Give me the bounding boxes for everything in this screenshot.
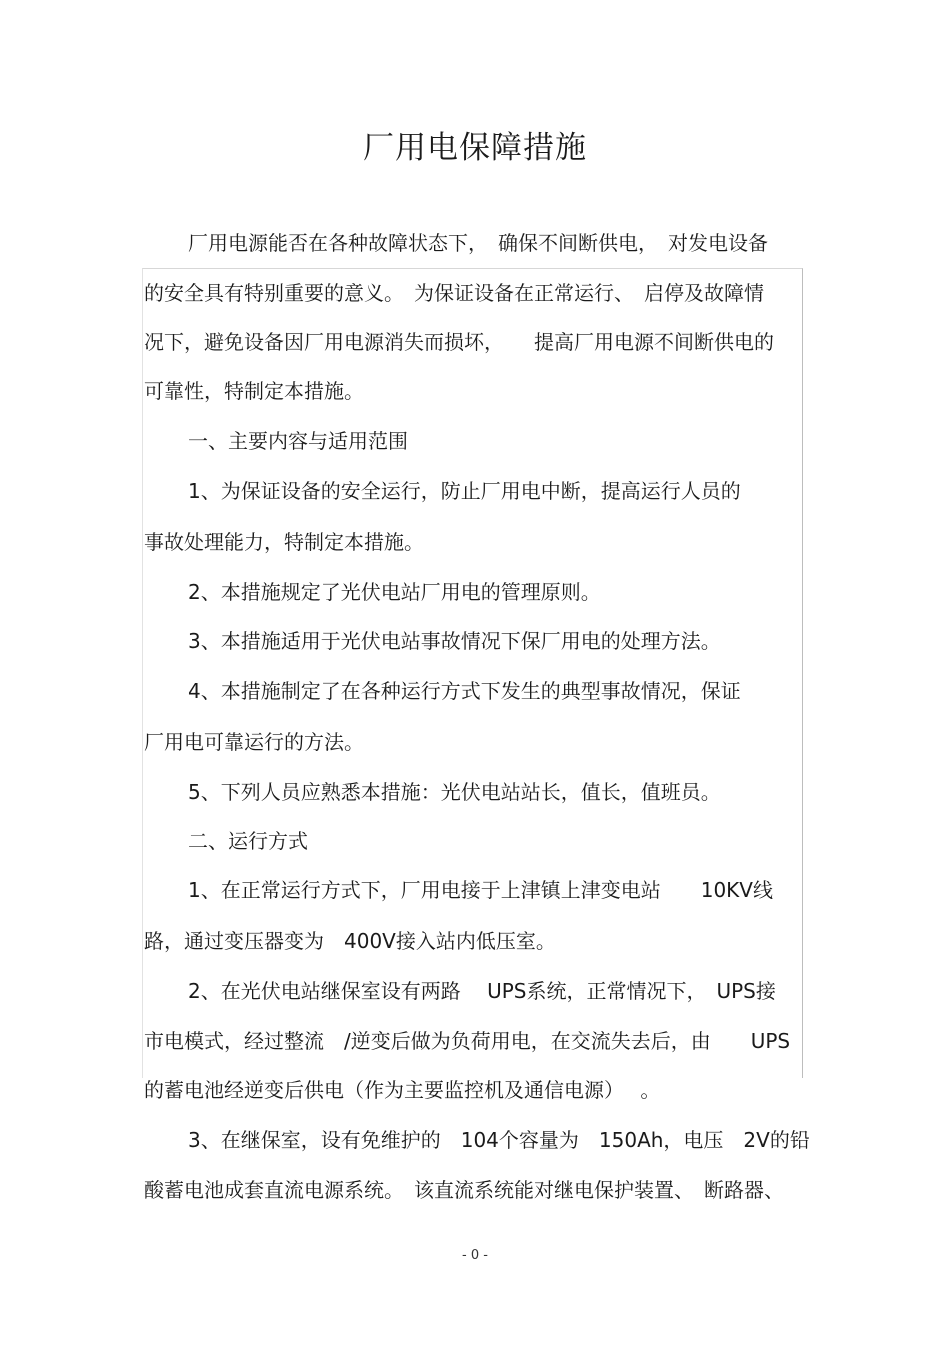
paragraph-line: 可靠性，特制定本措施。 [144,379,364,403]
paragraph-line: 酸蓄电池成套直流电源系统。 该直流系统能对继电保护装置、 断路器、 [144,1178,784,1202]
paragraph-line: 5、下列人员应熟悉本措施：光伏电站站长，值长，值班员。 [188,780,721,804]
paragraph-line: 4、本措施制定了在各种运行方式下发生的典型事故情况，保证 [188,679,741,703]
document-title: 厂用电保障措施 [363,130,587,166]
page-number: - 0 - [462,1248,488,1263]
paragraph-line: 的蓄电池经逆变后供电（作为主要监控机及通信电源） 。 [144,1078,661,1102]
paragraph-line: 厂用电可靠运行的方法。 [144,730,364,754]
paragraph-line: 的安全具有特别重要的意义。 为保证设备在正常运行、 启停及故障情 [144,281,764,305]
section-heading: 二、运行方式 [188,829,308,853]
paragraph-line: 况下，避免设备因厂用电源消失而损坏， 提高厂用电源不间断供电的 [144,330,774,354]
paragraph-line: 事故处理能力，特制定本措施。 [144,530,424,554]
paragraph-line: 路，通过变压器变为 400V接入站内低压室。 [144,929,556,953]
section-heading: 一、主要内容与适用范围 [188,429,408,453]
paragraph-line: 1、在正常运行方式下，厂用电接于上津镇上津变电站 10KV线 [188,878,773,902]
paragraph-line: 市电模式，经过整流 /逆变后做为负荷用电，在交流失去后，由 UPS [144,1029,791,1053]
paragraph-line: 3、本措施适用于光伏电站事故情况下保厂用电的处理方法。 [188,629,721,653]
paragraph-line: 3、在继保室，设有免维护的 104个容量为 150Ah，电压 2V的铅 [188,1128,810,1152]
paragraph-line: 2、在光伏电站继保室设有两路 UPS系统，正常情况下， UPS接 [188,979,776,1003]
paragraph-line: 2、本措施规定了光伏电站厂用电的管理原则。 [188,580,601,604]
paragraph-line: 1、为保证设备的安全运行，防止厂用电中断，提高运行人员的 [188,479,741,503]
paragraph-line: 厂用电源能否在各种故障状态下， 确保不间断供电， 对发电设备 [188,231,768,255]
